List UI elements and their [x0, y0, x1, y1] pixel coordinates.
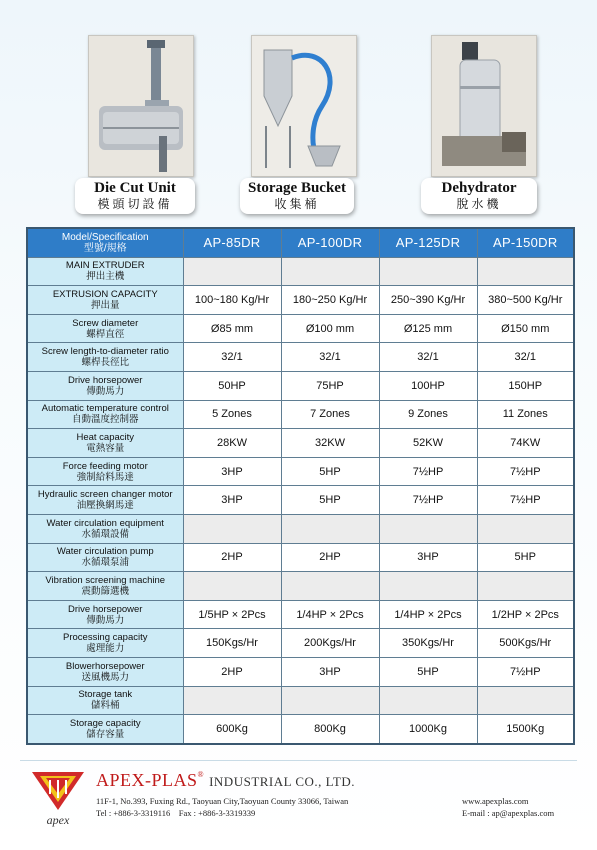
company-address: 11F-1, No.393, Fuxing Rd., Taoyuan City,Taoyuan County 33066, Taiwan — [96, 796, 349, 806]
spec-value: 1/5HP × 2Pcs — [183, 600, 281, 629]
table-row — [27, 286, 574, 315]
spec-value — [281, 572, 379, 601]
spec-label-zh: 儲料桶 — [90, 700, 120, 712]
dehydrator-photo — [431, 35, 537, 177]
spec-value — [477, 514, 574, 543]
model-spec-header — [27, 228, 183, 257]
spec-value: 1500Kg — [477, 715, 574, 744]
spec-value: 3HP — [379, 543, 477, 572]
model-column-header: AP-85DR — [183, 228, 281, 257]
spec-label-zh: 儲存容量 — [86, 728, 125, 740]
spec-value — [379, 257, 477, 286]
spec-value: 7½HP — [379, 486, 477, 515]
spec-label — [27, 686, 183, 715]
apex-logo-icon — [26, 764, 90, 828]
spec-value: 200Kgs/Hr — [281, 629, 379, 658]
spec-value: 100~180 Kg/Hr — [183, 286, 281, 315]
spec-label-en: Storage capacity — [69, 717, 141, 729]
caption-en: Dehydrator — [441, 180, 517, 196]
spec-label-zh: 自動溫度控制器 — [71, 414, 139, 426]
spec-value — [379, 514, 477, 543]
spec-value: 800Kg — [281, 715, 379, 744]
model-column-header: AP-125DR — [379, 228, 477, 257]
model-spec-header-en: Model/Specification — [61, 231, 149, 243]
spec-value: Ø100 mm — [281, 314, 379, 343]
spec-value: 5HP — [281, 486, 379, 515]
table-row — [27, 486, 574, 515]
spec-value: 150Kgs/Hr — [183, 629, 281, 658]
spec-value: 1000Kg — [379, 715, 477, 744]
spec-value: 7½HP — [477, 486, 574, 515]
spec-label — [27, 314, 183, 343]
spec-label-zh: 螺桿長徑比 — [81, 357, 129, 369]
table-row — [27, 572, 574, 601]
spec-value — [183, 514, 281, 543]
spec-label — [27, 486, 183, 515]
spec-label-en: Force feeding motor — [62, 460, 148, 472]
die-cut-unit-caption — [75, 178, 195, 214]
spec-value — [183, 686, 281, 715]
table-row — [27, 629, 574, 658]
spec-label-en: Screw diameter — [72, 317, 139, 329]
website-link[interactable]: www.apexplas.com — [462, 796, 529, 806]
spec-label-zh: 油壓換網馬達 — [76, 500, 134, 512]
spec-value: 5 Zones — [183, 400, 281, 429]
spec-label-en: Drive horsepower — [68, 374, 143, 386]
spec-value: Ø85 mm — [183, 314, 281, 343]
spec-value: 1/4HP × 2Pcs — [281, 600, 379, 629]
spec-label — [27, 286, 183, 315]
spec-value: 5HP — [379, 657, 477, 686]
spec-value: 50HP — [183, 371, 281, 400]
spec-label-en: Processing capacity — [63, 632, 148, 644]
spec-label-en: Water circulation pump — [56, 546, 154, 558]
spec-label-en: Blowerhorsepower — [65, 660, 145, 672]
email-link[interactable]: E-mail : ap@apexplas.com — [462, 808, 555, 818]
spec-value: 28KW — [183, 429, 281, 458]
table-row — [27, 257, 574, 286]
spec-label — [27, 572, 183, 601]
spec-label-zh: 傳動馬力 — [86, 385, 125, 397]
spec-value: 5HP — [281, 457, 379, 486]
spec-label-zh: 強制給料馬達 — [76, 471, 134, 483]
table-row — [27, 514, 574, 543]
brand-name: APEX-PLAS — [96, 770, 198, 790]
spec-label — [27, 543, 183, 572]
spec-value — [281, 686, 379, 715]
spec-value: 150HP — [477, 371, 574, 400]
spec-value: 1/2HP × 2Pcs — [477, 600, 574, 629]
company-suffix: INDUSTRIAL CO., LTD. — [209, 774, 355, 789]
footer-divider — [20, 760, 577, 761]
company-name — [96, 770, 355, 791]
spec-value: 7½HP — [477, 657, 574, 686]
table-row — [27, 314, 574, 343]
model-spec-header-zh: 型號/規格 — [83, 242, 127, 254]
spec-value: 9 Zones — [379, 400, 477, 429]
spec-value: 380~500 Kg/Hr — [477, 286, 574, 315]
spec-value: 32/1 — [379, 343, 477, 372]
spec-label — [27, 371, 183, 400]
spec-label — [27, 457, 183, 486]
table-row — [27, 343, 574, 372]
contact-block — [462, 795, 554, 819]
product-gallery — [0, 0, 597, 222]
spec-value: 7½HP — [477, 457, 574, 486]
storage-bucket-caption — [240, 178, 354, 214]
model-column-header: AP-100DR — [281, 228, 379, 257]
spec-label-zh: 押出量 — [90, 299, 120, 311]
spec-value: 32/1 — [183, 343, 281, 372]
spec-label — [27, 429, 183, 458]
spec-value: 2HP — [183, 657, 281, 686]
spec-value: 180~250 Kg/Hr — [281, 286, 379, 315]
caption-zh: 脫水機 — [456, 197, 502, 211]
spec-label-zh: 傳動馬力 — [86, 614, 125, 626]
spec-value — [281, 257, 379, 286]
spec-value: 75HP — [281, 371, 379, 400]
spec-value — [183, 257, 281, 286]
spec-label-zh: 送風機馬力 — [81, 671, 129, 683]
table-row — [27, 657, 574, 686]
table-row — [27, 543, 574, 572]
spec-label-zh: 螺桿直徑 — [86, 328, 125, 340]
spec-value — [281, 514, 379, 543]
spec-value: 32KW — [281, 429, 379, 458]
spec-value: 100HP — [379, 371, 477, 400]
spec-label-en: MAIN EXTRUDER — [65, 260, 145, 272]
model-column-header: AP-150DR — [477, 228, 574, 257]
spec-value: 2HP — [281, 543, 379, 572]
spec-label-zh: 電熱容量 — [86, 442, 125, 454]
spec-value: 7 Zones — [281, 400, 379, 429]
spec-value: 3HP — [183, 486, 281, 515]
spec-value: 500Kgs/Hr — [477, 629, 574, 658]
spec-label-zh: 水循環泵浦 — [81, 557, 129, 569]
spec-value — [477, 686, 574, 715]
specification-table — [26, 227, 575, 745]
table-row — [27, 429, 574, 458]
registered-mark: ® — [197, 770, 205, 779]
spec-label-zh: 水循環設備 — [81, 528, 129, 540]
spec-label — [27, 629, 183, 658]
table-header-row — [27, 228, 574, 257]
table-row — [27, 400, 574, 429]
spec-value — [477, 257, 574, 286]
spec-label-zh: 處理能力 — [86, 643, 125, 655]
table-row — [27, 600, 574, 629]
storage-bucket-photo — [251, 35, 357, 177]
spec-label — [27, 715, 183, 744]
spec-value: 2HP — [183, 543, 281, 572]
spec-label — [27, 400, 183, 429]
logo-text: apex — [46, 813, 70, 827]
spec-value: 32/1 — [281, 343, 379, 372]
table-row — [27, 715, 574, 744]
spec-value — [379, 572, 477, 601]
spec-value — [477, 572, 574, 601]
spec-label-en: Vibration screening machine — [45, 574, 166, 586]
spec-value: 3HP — [183, 457, 281, 486]
spec-label — [27, 657, 183, 686]
spec-value: 250~390 Kg/Hr — [379, 286, 477, 315]
die-cut-unit-photo — [88, 35, 194, 177]
dehydrator-caption — [421, 178, 537, 214]
table-row — [27, 371, 574, 400]
spec-value: Ø150 mm — [477, 314, 574, 343]
spec-value: 32/1 — [477, 343, 574, 372]
spec-value: 3HP — [281, 657, 379, 686]
spec-label — [27, 343, 183, 372]
spec-label — [27, 257, 183, 286]
spec-label-en: EXTRUSION CAPACITY — [52, 288, 158, 300]
spec-value: 7½HP — [379, 457, 477, 486]
specification-rows — [27, 257, 574, 744]
spec-value: 52KW — [379, 429, 477, 458]
table-row — [27, 457, 574, 486]
spec-label-en: Water circulation equipment — [46, 517, 164, 529]
spec-label-en: Heat capacity — [76, 431, 135, 443]
table-row — [27, 686, 574, 715]
caption-en: Die Cut Unit — [94, 180, 176, 196]
spec-value: 600Kg — [183, 715, 281, 744]
spec-label — [27, 600, 183, 629]
spec-value: 5HP — [477, 543, 574, 572]
caption-zh: 模頭切設備 — [97, 197, 173, 211]
spec-label-zh: 震動篩選機 — [81, 585, 129, 597]
spec-value: 11 Zones — [477, 400, 574, 429]
spec-value: 350Kgs/Hr — [379, 629, 477, 658]
caption-en: Storage Bucket — [248, 180, 346, 196]
company-address-block — [96, 795, 348, 819]
spec-value — [183, 572, 281, 601]
spec-value: Ø125 mm — [379, 314, 477, 343]
spec-value: 74KW — [477, 429, 574, 458]
spec-value — [379, 686, 477, 715]
phone-fax: Tel : +886-3-3319116 Fax : +886-3-3319339 — [96, 808, 256, 818]
spec-label — [27, 514, 183, 543]
spec-label-en: Automatic temperature control — [41, 403, 169, 415]
spec-label-zh: 押出主機 — [86, 271, 125, 283]
spec-label-en: Storage tank — [78, 689, 133, 701]
spec-label-en: Screw length-to-diameter ratio — [41, 346, 169, 358]
spec-value: 1/4HP × 2Pcs — [379, 600, 477, 629]
spec-label-en: Hydraulic screen changer motor — [37, 489, 173, 501]
caption-zh: 收集桶 — [274, 197, 320, 211]
spec-label-en: Drive horsepower — [68, 603, 143, 615]
footer — [0, 750, 597, 850]
